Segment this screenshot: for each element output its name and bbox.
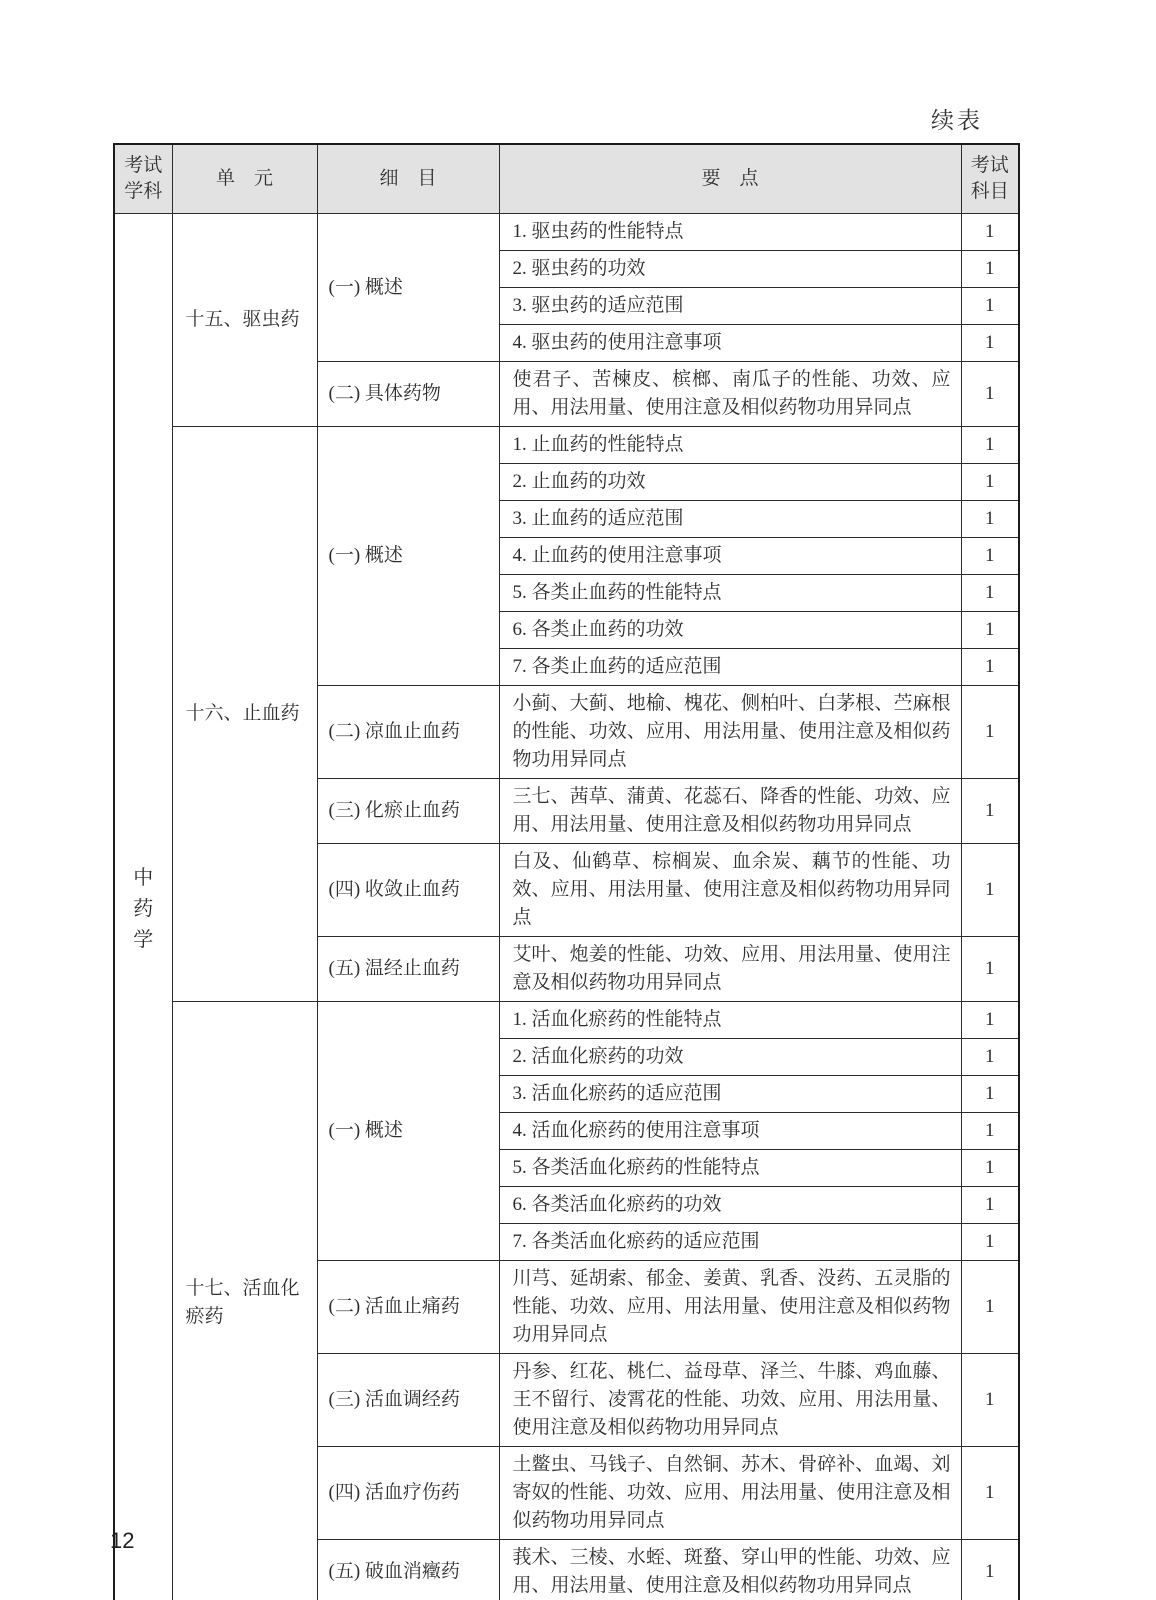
subject-number-cell: 1 bbox=[961, 1113, 1019, 1150]
page-number: 12 bbox=[110, 1528, 135, 1553]
subject-number-cell: 1 bbox=[961, 844, 1019, 937]
point-cell: 1. 止血药的性能特点 bbox=[499, 427, 961, 464]
table-row bbox=[114, 1002, 1019, 1039]
exam-subject-cell bbox=[114, 214, 172, 1600]
subject-number-cell: 1 bbox=[961, 288, 1019, 325]
continued-table-label: 续表 bbox=[931, 108, 983, 133]
subject-number-cell: 1 bbox=[961, 325, 1019, 362]
point-cell: 6. 各类止血药的功效 bbox=[499, 612, 961, 649]
item-cell: (一) 概述 bbox=[317, 214, 499, 362]
point-cell: 4. 驱虫药的使用注意事项 bbox=[499, 325, 961, 362]
point-cell: 7. 各类活血化瘀药的适应范围 bbox=[499, 1224, 961, 1261]
subject-number-cell: 1 bbox=[961, 362, 1019, 427]
item-cell: (三) 化瘀止血药 bbox=[317, 779, 499, 844]
table-header-row bbox=[114, 144, 1019, 214]
subject-number-cell: 1 bbox=[961, 1187, 1019, 1224]
subject-number-cell: 1 bbox=[961, 538, 1019, 575]
subject-number-cell: 1 bbox=[961, 1150, 1019, 1187]
unit-cell: 十五、驱虫药 bbox=[172, 214, 317, 427]
point-cell: 4. 止血药的使用注意事项 bbox=[499, 538, 961, 575]
column-header-unit: 单 元 bbox=[172, 144, 317, 214]
subject-number-cell: 1 bbox=[961, 501, 1019, 538]
column-header-exam-subject: 考试学科 bbox=[114, 144, 172, 214]
item-cell: (一) 概述 bbox=[317, 1002, 499, 1261]
point-cell: 6. 各类活血化瘀药的功效 bbox=[499, 1187, 961, 1224]
subject-number-cell: 1 bbox=[961, 649, 1019, 686]
point-cell: 3. 止血药的适应范围 bbox=[499, 501, 961, 538]
subject-number-cell: 1 bbox=[961, 779, 1019, 844]
subject-number-cell: 1 bbox=[961, 251, 1019, 288]
item-cell: (二) 活血止痛药 bbox=[317, 1261, 499, 1354]
item-cell: (五) 温经止血药 bbox=[317, 937, 499, 1002]
point-cell: 3. 活血化瘀药的适应范围 bbox=[499, 1076, 961, 1113]
subject-number-cell: 1 bbox=[961, 214, 1019, 251]
item-cell: (五) 破血消癥药 bbox=[317, 1540, 499, 1600]
subject-number-cell: 1 bbox=[961, 1447, 1019, 1540]
item-cell: (一) 概述 bbox=[317, 427, 499, 686]
column-header-points: 要 点 bbox=[499, 144, 961, 214]
point-cell: 5. 各类止血药的性能特点 bbox=[499, 575, 961, 612]
item-cell: (四) 收敛止血药 bbox=[317, 844, 499, 937]
subject-number-cell: 1 bbox=[961, 575, 1019, 612]
point-cell: 2. 驱虫药的功效 bbox=[499, 251, 961, 288]
subject-number-cell: 1 bbox=[961, 1039, 1019, 1076]
subject-number-cell: 1 bbox=[961, 1540, 1019, 1600]
point-cell: 2. 活血化瘀药的功效 bbox=[499, 1039, 961, 1076]
column-header-exam-section: 考试科目 bbox=[961, 144, 1019, 214]
point-cell: 使君子、苦楝皮、槟榔、南瓜子的性能、功效、应用、用法用量、使用注意及相似药物功用异同点 bbox=[499, 362, 961, 427]
point-cell: 三七、茜草、蒲黄、花蕊石、降香的性能、功效、应用、用法用量、使用注意及相似药物功用异同点 bbox=[499, 779, 961, 844]
item-cell: (三) 活血调经药 bbox=[317, 1354, 499, 1447]
unit-cell: 十六、止血药 bbox=[172, 427, 317, 1002]
item-cell: (四) 活血疗伤药 bbox=[317, 1447, 499, 1540]
syllabus-table bbox=[113, 143, 1020, 1600]
subject-number-cell: 1 bbox=[961, 1076, 1019, 1113]
subject-number-cell: 1 bbox=[961, 937, 1019, 1002]
table-row bbox=[114, 214, 1019, 251]
point-cell: 莪术、三棱、水蛭、斑蝥、穿山甲的性能、功效、应用、用法用量、使用注意及相似药物功用异同点 bbox=[499, 1540, 961, 1600]
point-cell: 川芎、延胡索、郁金、姜黄、乳香、没药、五灵脂的性能、功效、应用、用法用量、使用注意及相似药物功用异同点 bbox=[499, 1261, 961, 1354]
subject-number-cell: 1 bbox=[961, 1002, 1019, 1039]
item-cell: (二) 凉血止血药 bbox=[317, 686, 499, 779]
subject-number-cell: 1 bbox=[961, 1354, 1019, 1447]
unit-cell: 十七、活血化瘀药 bbox=[172, 1002, 317, 1600]
item-cell: (二) 具体药物 bbox=[317, 362, 499, 427]
point-cell: 2. 止血药的功效 bbox=[499, 464, 961, 501]
subject-number-cell: 1 bbox=[961, 427, 1019, 464]
subject-number-cell: 1 bbox=[961, 464, 1019, 501]
point-cell: 4. 活血化瘀药的使用注意事项 bbox=[499, 1113, 961, 1150]
subject-number-cell: 1 bbox=[961, 1224, 1019, 1261]
point-cell: 白及、仙鹤草、棕榈炭、血余炭、藕节的性能、功效、应用、用法用量、使用注意及相似药物功用异同点 bbox=[499, 844, 961, 937]
point-cell: 丹参、红花、桃仁、益母草、泽兰、牛膝、鸡血藤、王不留行、凌霄花的性能、功效、应用、用法用量、使用注意及相似药物功用异同点 bbox=[499, 1354, 961, 1447]
point-cell: 1. 活血化瘀药的性能特点 bbox=[499, 1002, 961, 1039]
table-row bbox=[114, 427, 1019, 464]
exam-subject-vertical-label: 中药学 bbox=[133, 866, 154, 951]
point-cell: 7. 各类止血药的适应范围 bbox=[499, 649, 961, 686]
point-cell: 5. 各类活血化瘀药的性能特点 bbox=[499, 1150, 961, 1187]
point-cell: 土鳖虫、马钱子、自然铜、苏木、骨碎补、血竭、刘寄奴的性能、功效、应用、用法用量、使用注意及相似药物功用异同点 bbox=[499, 1447, 961, 1540]
subject-number-cell: 1 bbox=[961, 1261, 1019, 1354]
point-cell: 1. 驱虫药的性能特点 bbox=[499, 214, 961, 251]
column-header-item: 细 目 bbox=[317, 144, 499, 214]
subject-number-cell: 1 bbox=[961, 686, 1019, 779]
point-cell: 艾叶、炮姜的性能、功效、应用、用法用量、使用注意及相似药物功用异同点 bbox=[499, 937, 961, 1002]
subject-number-cell: 1 bbox=[961, 612, 1019, 649]
point-cell: 小蓟、大蓟、地榆、槐花、侧柏叶、白茅根、苎麻根的性能、功效、应用、用法用量、使用注意及相似药物功用异同点 bbox=[499, 686, 961, 779]
point-cell: 3. 驱虫药的适应范围 bbox=[499, 288, 961, 325]
